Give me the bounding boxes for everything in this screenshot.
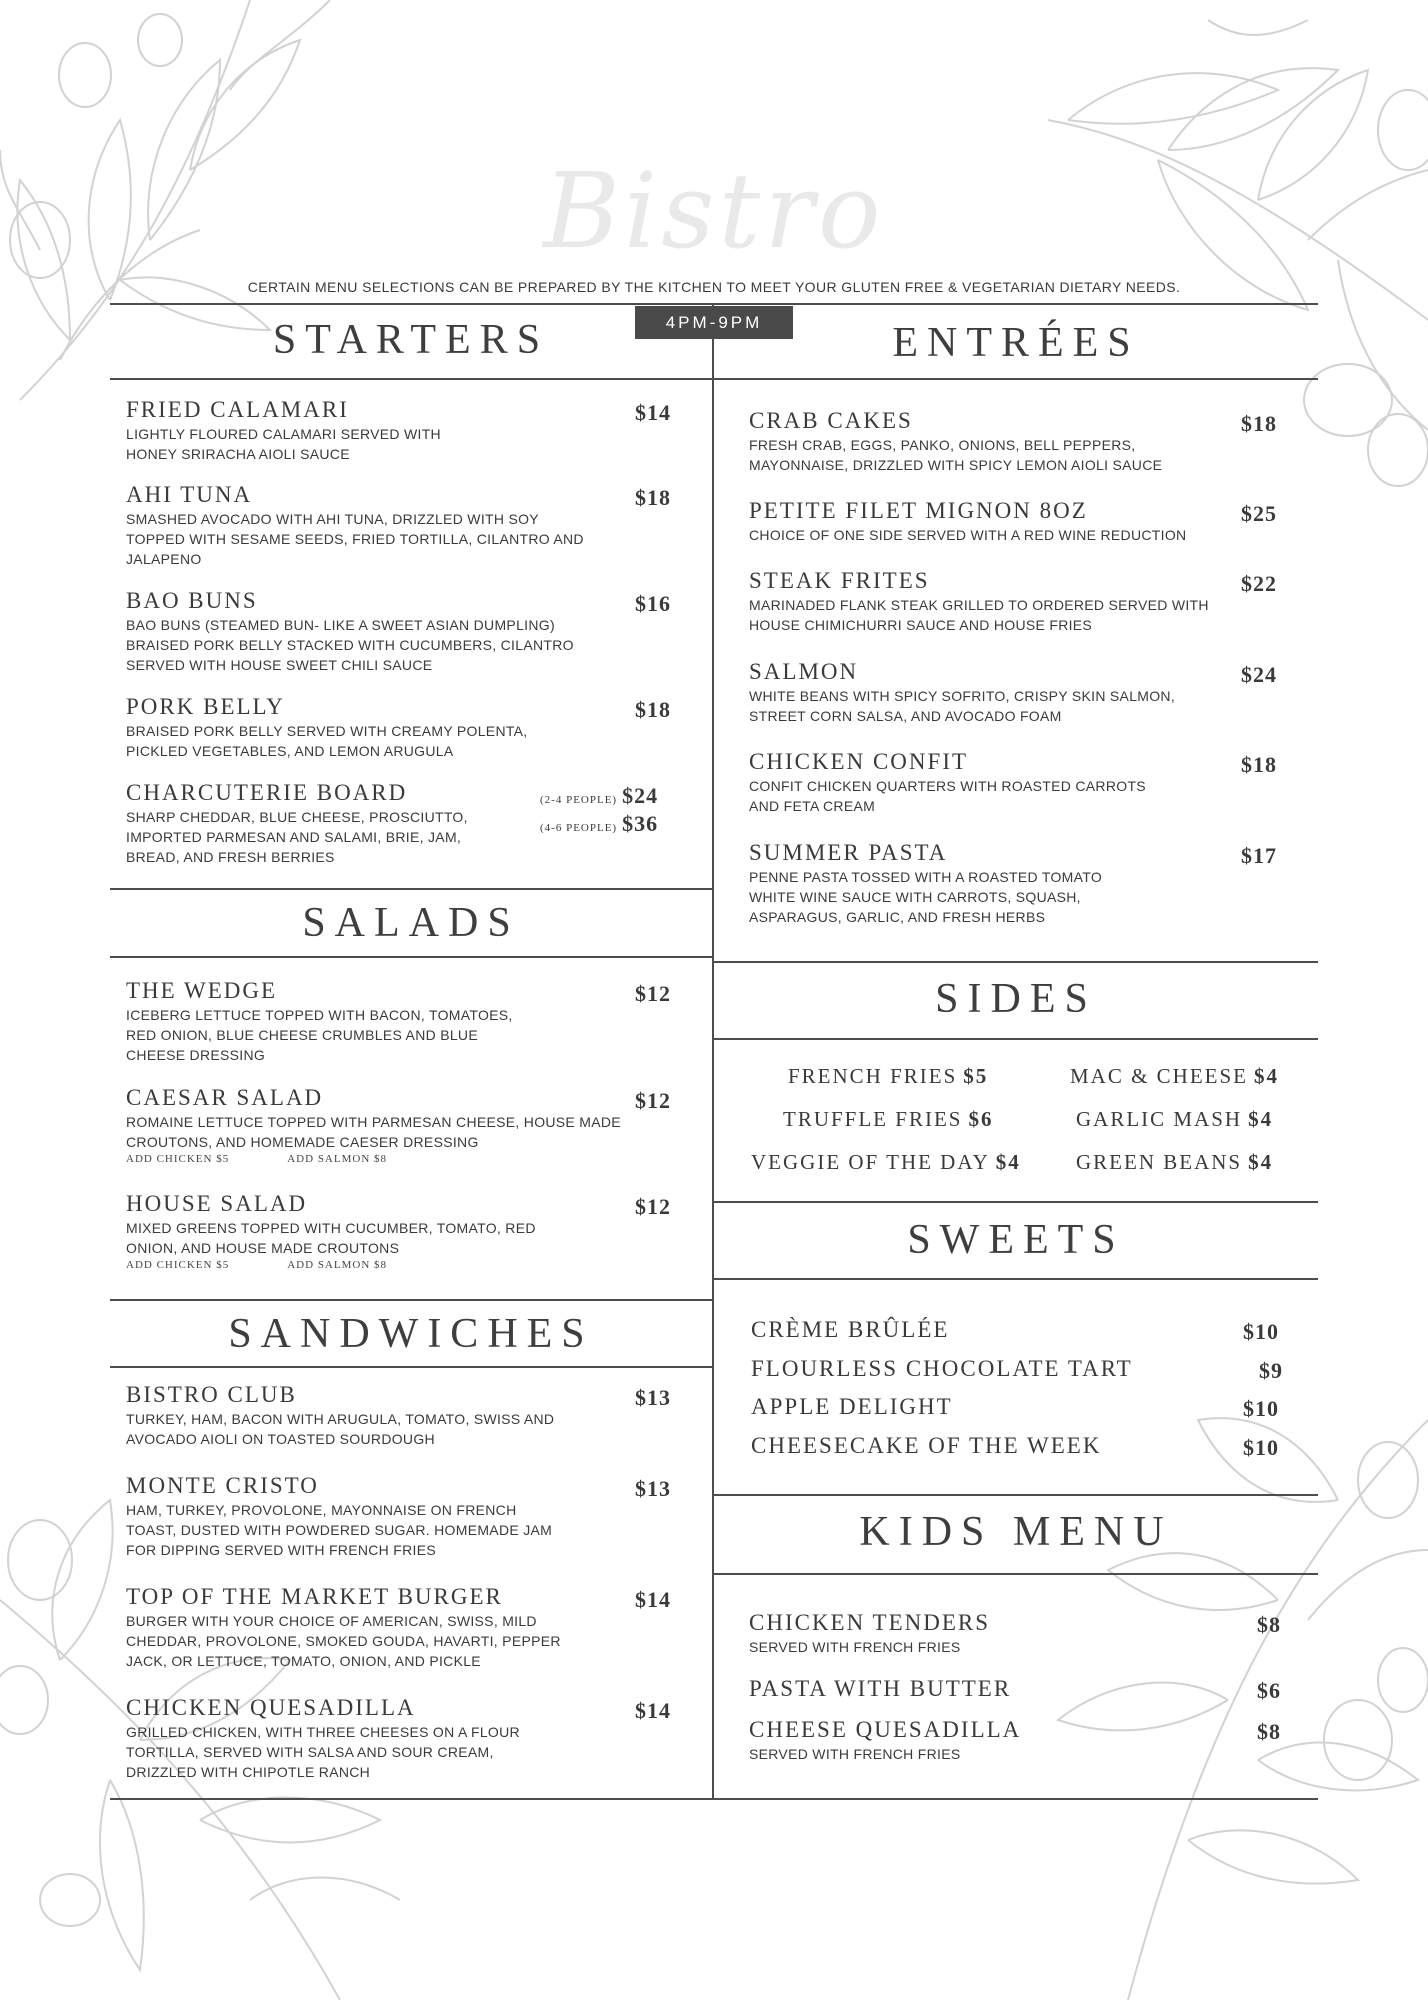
side-name: FRENCH FRIES	[788, 1064, 958, 1088]
item-description: FRESH CRAB, EGGS, PANKO, ONIONS, BELL PEPPERS, MAYONNAISE, DRIZZLED WITH SPICY LEMON AIOLI SAUCE	[749, 437, 1163, 473]
sweet-name: CRÈME BRÛLÉE	[751, 1317, 950, 1342]
side-item	[1076, 1150, 1273, 1175]
item-description: GRILLED CHICKEN, WITH THREE CHEESES ON A FLOUR TORTILLA, SERVED WITH SALSA AND SOUR CREAM, DRIZZLED WITH CHIPOTLE RANCH	[126, 1724, 520, 1780]
sweet-name: FLOURLESS CHOCOLATE TART	[751, 1356, 1133, 1381]
serving-size: (2-4 PEOPLE)	[540, 794, 618, 806]
item-name: CHICKEN TENDERS	[749, 1610, 991, 1635]
section-title-kids-menu: KIDS MENU	[859, 1509, 1173, 1555]
item-name: CHICKEN CONFIT	[749, 749, 969, 774]
section-title-entrees: ENTRÉES	[892, 320, 1140, 366]
menu-item	[126, 780, 546, 867]
item-description: CHOICE OF ONE SIDE SERVED WITH A RED WINE REDUCTION	[749, 527, 1187, 543]
item-price: $18	[635, 485, 671, 510]
item-price-large	[540, 811, 658, 837]
bottom-rule	[110, 1798, 1318, 1800]
item-name: FRIED CALAMARI	[126, 397, 349, 422]
item-name: CAESAR SALAD	[126, 1085, 324, 1110]
item-name: CHICKEN QUESADILLA	[126, 1695, 416, 1720]
sweet-name: CHEESECAKE OF THE WEEK	[751, 1433, 1102, 1458]
menu-item	[126, 1473, 616, 1560]
item-description: WHITE BEANS WITH SPICY SOFRITO, CRISPY SKIN SALMON, STREET CORN SALSA, AND AVOCADO FOAM	[749, 688, 1176, 724]
side-item	[1076, 1107, 1273, 1132]
item-name: BISTRO CLUB	[126, 1382, 297, 1407]
side-name: GARLIC MASH	[1076, 1107, 1243, 1131]
item-description: PENNE PASTA TOSSED WITH A ROASTED TOMATO WHITE WINE SAUCE WITH CARROTS, SQUASH, ASPARAGUS, GARLIC, AND FRESH HERBS	[749, 869, 1103, 925]
menu-item	[126, 694, 616, 761]
item-price: $18	[1241, 752, 1277, 777]
add-on-options	[126, 1153, 626, 1165]
item-price: $14	[635, 400, 671, 425]
side-item	[788, 1064, 988, 1089]
item-description: CONFIT CHICKEN QUARTERS WITH ROASTED CARROTS AND FETA CREAM	[749, 778, 1146, 814]
item-description: MIXED GREENS TOPPED WITH CUCUMBER, TOMATO, RED ONION, AND HOUSE MADE CROUTONS	[126, 1220, 536, 1256]
item-price: $12	[635, 1194, 671, 1219]
menu-item	[126, 1191, 616, 1271]
item-description: TURKEY, HAM, BACON WITH ARUGULA, TOMATO, SWISS AND AVOCADO AIOLI ON TOASTED SOURDOUGH	[126, 1411, 555, 1447]
item-name: TOP OF THE MARKET BURGER	[126, 1584, 503, 1609]
item-price: $12	[635, 1088, 671, 1113]
sweet-price: $10	[1243, 1319, 1279, 1344]
item-name: PETITE FILET MIGNON 8OZ	[749, 498, 1088, 523]
item-name: HOUSE SALAD	[126, 1191, 308, 1216]
item-description: LIGHTLY FLOURED CALAMARI SERVED WITH HONEY SRIRACHA AIOLI SAUCE	[126, 426, 441, 462]
side-price: $4	[1248, 1107, 1274, 1131]
item-name: AHI TUNA	[126, 482, 253, 507]
sweet-price: $10	[1243, 1396, 1279, 1421]
add-salmon: ADD SALMON $8	[287, 1153, 388, 1165]
divider	[714, 1573, 1318, 1575]
item-name: PASTA WITH BUTTER	[749, 1676, 1012, 1701]
serving-size: (4-6 PEOPLE)	[540, 822, 618, 834]
menu-item	[126, 1382, 616, 1449]
menu-item	[749, 568, 1229, 635]
item-description: BRAISED PORK BELLY SERVED WITH CREAMY POLENTA, PICKLED VEGETABLES, AND LEMON ARUGULA	[126, 723, 528, 759]
menu-item	[749, 840, 1229, 927]
divider	[714, 1278, 1318, 1280]
item-description: ICEBERG LETTUCE TOPPED WITH BACON, TOMATOES, RED ONION, BLUE CHEESE CRUMBLES AND BLUE CHEESE DRESSING	[126, 1007, 513, 1063]
add-chicken: ADD CHICKEN $5	[126, 1259, 230, 1271]
section-title-sides: SIDES	[935, 976, 1097, 1022]
divider	[714, 1201, 1318, 1203]
item-name: CHARCUTERIE BOARD	[126, 780, 408, 805]
item-price: $8	[1257, 1719, 1281, 1744]
item-description: SERVED WITH FRENCH FRIES	[749, 1746, 961, 1762]
item-price: $13	[635, 1385, 671, 1410]
item-description: ROMAINE LETTUCE TOPPED WITH PARMESAN CHEESE, HOUSE MADE CROUTONS, AND HOMEMADE CAESER DRESSING	[126, 1114, 621, 1150]
section-title-salads: SALADS	[302, 900, 520, 946]
item-price: $14	[635, 1587, 671, 1612]
item-price: $24	[1241, 662, 1277, 687]
item-price: $18	[1241, 411, 1277, 436]
divider	[714, 1038, 1318, 1040]
item-description: BAO BUNS (STEAMED BUN- LIKE A SWEET ASIAN DUMPLING) BRAISED PORK BELLY STACKED WITH CUCUMBERS, CILANTRO SERVED WITH HOUSE SWEET CHILI SAUCE	[126, 617, 574, 673]
side-item	[751, 1150, 1021, 1175]
item-price-small	[540, 783, 658, 809]
item-price: $13	[635, 1476, 671, 1501]
side-item	[1070, 1064, 1279, 1089]
top-rule	[110, 303, 1318, 305]
menu-item	[749, 749, 1229, 816]
brand-watermark: Bistro	[543, 150, 885, 272]
item-name: SUMMER PASTA	[749, 840, 948, 865]
menu-item	[749, 1717, 1229, 1764]
divider	[110, 956, 712, 958]
price-value: $36	[622, 811, 659, 836]
item-price: $6	[1257, 1678, 1281, 1703]
menu-item	[749, 1610, 1229, 1657]
item-name: CHEESE QUESADILLA	[749, 1717, 1022, 1742]
divider	[714, 1494, 1318, 1496]
menu-item	[749, 498, 1229, 545]
item-price: $18	[635, 697, 671, 722]
dietary-note: CERTAIN MENU SELECTIONS CAN BE PREPARED BY THE KITCHEN TO MEET YOUR GLUTEN FREE & VEGETARIAN DIETARY NEEDS.	[247, 279, 1181, 295]
section-title-starters: STARTERS	[272, 317, 550, 363]
menu-item	[126, 482, 616, 569]
side-item	[783, 1107, 993, 1132]
divider	[110, 1366, 712, 1368]
side-name: MAC & CHEESE	[1070, 1064, 1249, 1088]
side-price: $5	[963, 1064, 989, 1088]
sweet-price: $9	[1259, 1358, 1283, 1383]
side-price: $4	[1248, 1150, 1274, 1174]
side-name: TRUFFLE FRIES	[783, 1107, 963, 1131]
item-price: $16	[635, 591, 671, 616]
price-value: $24	[622, 783, 659, 808]
menu-item	[126, 978, 616, 1065]
side-price: $4	[1254, 1064, 1280, 1088]
divider	[714, 378, 1318, 380]
menu-item	[126, 1085, 626, 1165]
menu-item	[126, 397, 616, 464]
item-name: PORK BELLY	[126, 694, 285, 719]
item-price: $12	[635, 981, 671, 1006]
item-price: $17	[1241, 843, 1277, 868]
menu-item	[126, 1584, 616, 1671]
item-price: $8	[1257, 1612, 1281, 1637]
item-description: SERVED WITH FRENCH FRIES	[749, 1639, 961, 1655]
menu-item	[749, 1676, 1229, 1701]
item-description: SMASHED AVOCADO WITH AHI TUNA, DRIZZLED WITH SOY TOPPED WITH SESAME SEEDS, FRIED TORTILLA, CILANTRO AND JALAPENO	[126, 511, 584, 567]
menu-item	[126, 588, 616, 675]
divider	[714, 961, 1318, 963]
divider	[110, 378, 712, 380]
menu-item	[126, 1695, 616, 1782]
item-name: THE WEDGE	[126, 978, 278, 1003]
item-name: MONTE CRISTO	[126, 1473, 319, 1498]
item-name: SALMON	[749, 659, 859, 684]
add-salmon: ADD SALMON $8	[287, 1259, 388, 1271]
add-chicken: ADD CHICKEN $5	[126, 1153, 230, 1165]
item-description: MARINADED FLANK STEAK GRILLED TO ORDERED SERVED WITH HOUSE CHIMICHURRI SAUCE AND HOUSE FRIES	[749, 597, 1209, 633]
item-name: BAO BUNS	[126, 588, 258, 613]
menu-item	[749, 659, 1229, 726]
center-divider	[712, 303, 714, 1800]
hours-badge: 4PM-9PM	[635, 306, 793, 339]
item-description: BURGER WITH YOUR CHOICE OF AMERICAN, SWISS, MILD CHEDDAR, PROVOLONE, SMOKED GOUDA, HAVARTI, PEPPER JACK, OR LETTUCE, TOMATO, ONION, AND PICKLE	[126, 1613, 561, 1669]
add-on-options	[126, 1259, 616, 1271]
item-description: HAM, TURKEY, PROVOLONE, MAYONNAISE ON FRENCH TOAST, DUSTED WITH POWDERED SUGAR. HOMEMADE JAM FOR DIPPING SERVED WITH FRENCH FRIES	[126, 1502, 553, 1558]
divider	[110, 1299, 712, 1301]
item-price: $22	[1241, 571, 1277, 596]
sweet-price: $10	[1243, 1435, 1279, 1460]
item-name: STEAK FRITES	[749, 568, 930, 593]
section-title-sweets: SWEETS	[907, 1217, 1125, 1263]
divider	[110, 888, 712, 890]
side-price: $6	[968, 1107, 994, 1131]
menu-item	[749, 408, 1229, 475]
side-name: VEGGIE OF THE DAY	[751, 1150, 990, 1174]
sweet-name: APPLE DELIGHT	[751, 1394, 953, 1419]
item-name: CRAB CAKES	[749, 408, 913, 433]
item-price: $14	[635, 1698, 671, 1723]
side-price: $4	[995, 1150, 1021, 1174]
item-price: $25	[1241, 501, 1277, 526]
side-name: GREEN BEANS	[1076, 1150, 1243, 1174]
section-title-sandwiches: SANDWICHES	[228, 1311, 594, 1357]
item-description: SHARP CHEDDAR, BLUE CHEESE, PROSCIUTTO, IMPORTED PARMESAN AND SALAMI, BRIE, JAM, BREAD, AND FRESH BERRIES	[126, 809, 468, 865]
